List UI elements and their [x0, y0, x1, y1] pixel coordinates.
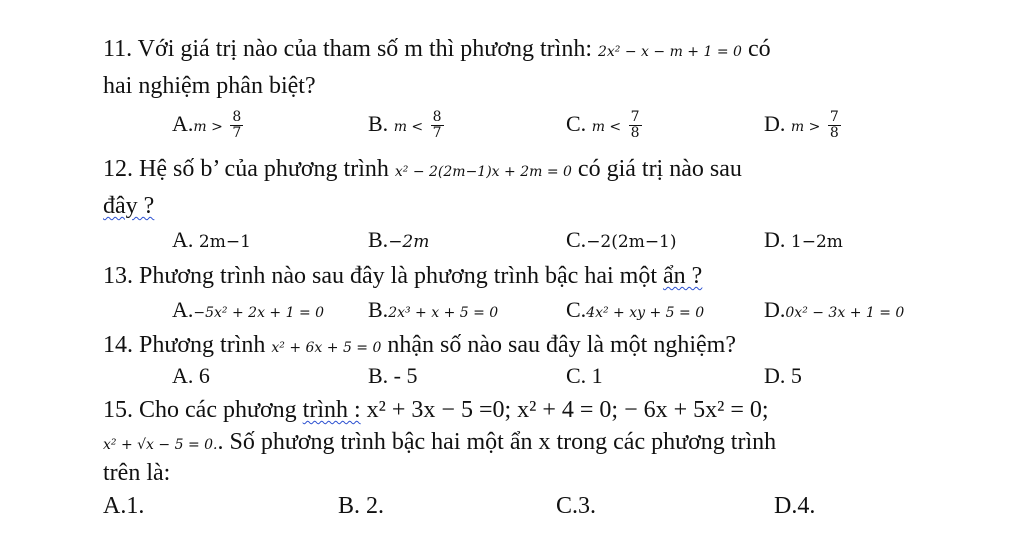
fraction: $\frac{8}{7}$ [232, 109, 242, 142]
q12-tail: có giá trị nào sau [577, 156, 742, 182]
q15-option-c[interactable]: C.3. [556, 493, 597, 519]
q14-text: 14. Phương trình [103, 332, 266, 358]
q13-option-b[interactable]: B.2x³ + x + 5 = 0 [368, 297, 499, 322]
q14-option-c[interactable]: C. 1 [566, 363, 603, 388]
q13-option-c[interactable]: C.4x² + xy + 5 = 0 [566, 297, 705, 322]
q12-option-b[interactable]: B.−2m [368, 227, 430, 252]
q13-option-a[interactable]: A.−5x² + 2x + 1 = 0 [172, 297, 325, 322]
q12-line1 [103, 155, 742, 186]
q15-equations: x² + 3x − 5 =0; x² + 4 = 0; − 6x + 5x² = 0; [366, 397, 769, 423]
fraction: $\frac{8}{7}$ [432, 109, 442, 142]
q15-equation-sqrt: x² + √x − 5 = 0. [103, 437, 218, 453]
q14-equation: x² + 6x + 5 = 0 [271, 340, 382, 356]
q14-option-a[interactable]: A. 6 [172, 363, 210, 388]
q14-line1 [103, 331, 736, 362]
q11-tail: có [747, 36, 771, 62]
q14-option-b[interactable]: B. - 5 [368, 363, 418, 388]
q11-option-c[interactable]: C. m < $\frac{7}{8}$ [566, 109, 640, 142]
fraction: $\frac{7}{8}$ [630, 109, 640, 142]
q12-text: 12. Hệ số b’ của phương trình [103, 156, 389, 182]
q15-line2 [103, 428, 776, 459]
q12-line2: đây ? [103, 193, 155, 219]
q13-option-d[interactable]: D.0x² − 3x + 1 = 0 [764, 297, 905, 322]
q11-option-d[interactable]: D. m > $\frac{7}{8}$ [764, 109, 839, 142]
q15-line2-tail: . Số phương trình bậc hai một ẩn x trong các phương trình [217, 429, 777, 455]
q11-text: 11. Với giá trị nào của tham số m thì phương trình: [103, 36, 592, 62]
q12-option-d[interactable]: D. 1−2m [764, 227, 843, 252]
q15-option-d[interactable]: D.4. [774, 493, 816, 519]
q11-line1 [103, 35, 771, 66]
q12-option-c[interactable]: C.−2(2m−1) [566, 227, 677, 252]
q15-option-a[interactable]: A.1. [103, 493, 145, 519]
q15-line3: trên là: [103, 460, 171, 486]
q14-tail: nhận số nào sau đây là một nghiệm? [387, 332, 736, 358]
q13-line1 [103, 262, 702, 290]
q15-line1 [103, 396, 769, 424]
q12-option-a[interactable]: A. 2m−1 [172, 227, 251, 252]
q15-text: 15. Cho các phương [103, 397, 297, 423]
q15-underlined: trình : [302, 397, 361, 423]
fraction: $\frac{7}{8}$ [829, 109, 839, 142]
q12-equation: x² − 2(2m−1)x + 2m = 0 [394, 164, 572, 180]
q11-option-a[interactable]: A.m > $\frac{8}{7}$ [172, 109, 242, 142]
q11-option-b[interactable]: B. m < $\frac{8}{7}$ [368, 109, 442, 142]
q11-equation: 2x² − x − m + 1 = 0 [598, 44, 742, 60]
q15-option-b[interactable]: B. 2. [338, 493, 385, 519]
q11-line2: hai nghiệm phân biệt? [103, 73, 316, 99]
q13-text: 13. Phương trình nào sau đây là phương trình bậc hai một [103, 263, 657, 289]
q13-text-underlined: ẩn ? [662, 263, 703, 289]
q14-option-d[interactable]: D. 5 [764, 363, 802, 388]
